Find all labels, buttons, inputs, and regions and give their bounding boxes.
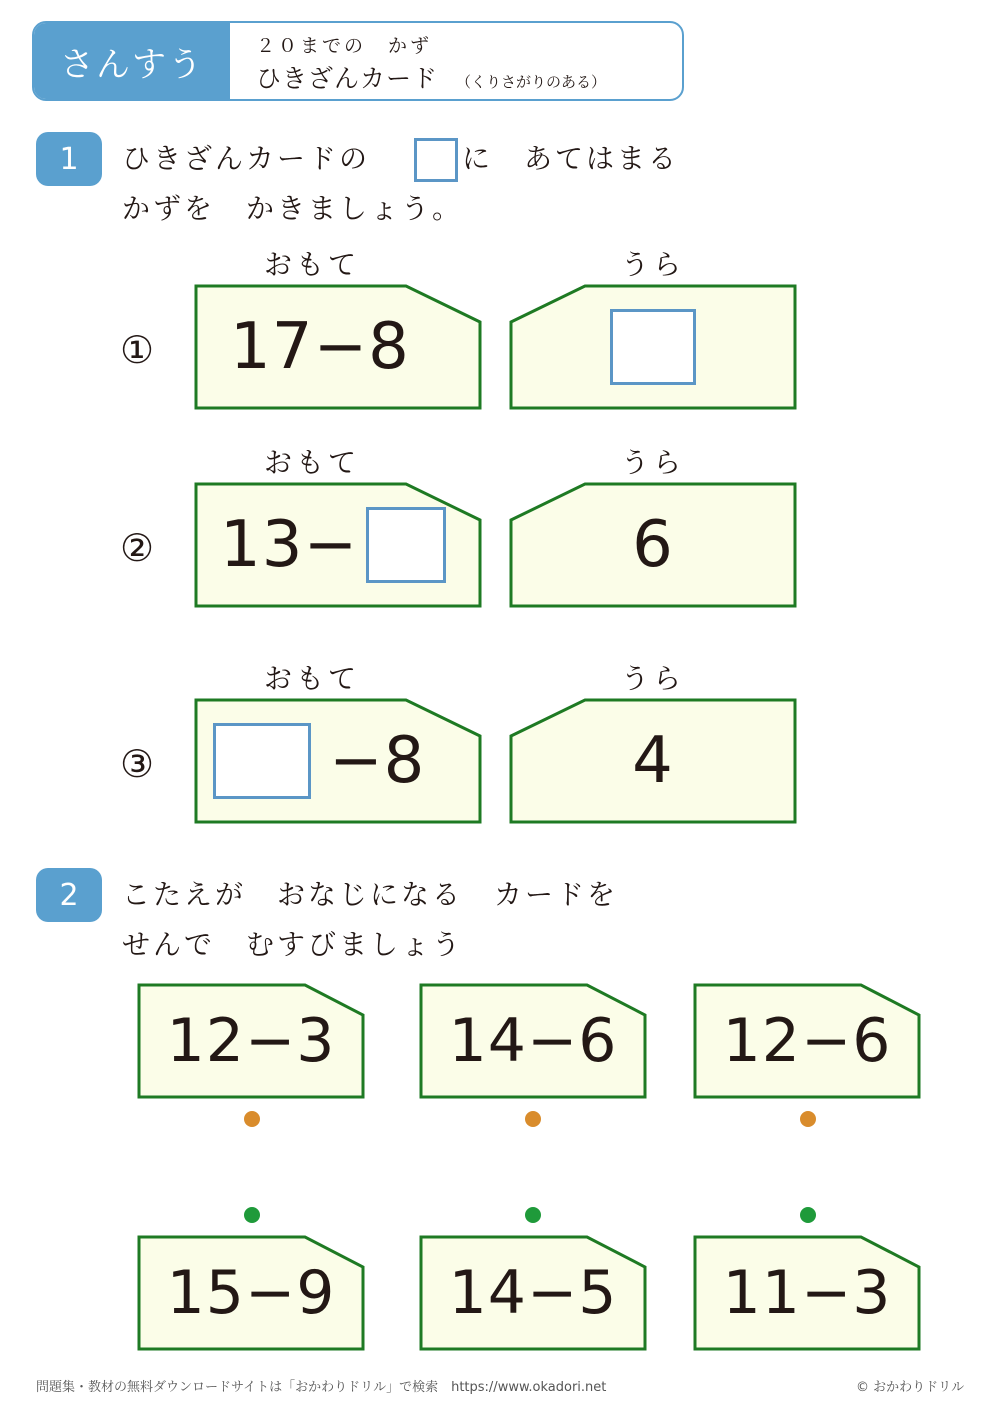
connect-dot-bottom[interactable] bbox=[525, 1207, 541, 1223]
connect-dot-bottom[interactable] bbox=[800, 1207, 816, 1223]
match-card-expression: 14−5 bbox=[448, 1258, 618, 1328]
question-1-text bbox=[122, 134, 882, 234]
header-note: （くりさがりのある） bbox=[456, 73, 607, 91]
match-card-top bbox=[139, 985, 363, 1097]
front-label: おもて bbox=[263, 446, 360, 479]
front-label: おもて bbox=[263, 248, 360, 281]
row-number: ① bbox=[120, 328, 155, 372]
header-topic: ２０までの かず bbox=[256, 35, 433, 57]
question-2-line2: せんで むすびましょう bbox=[122, 928, 464, 961]
question-2-line1: こたえが おなじになる カードを bbox=[122, 878, 619, 911]
worksheet-header bbox=[32, 21, 684, 101]
connect-dot-top[interactable] bbox=[244, 1111, 260, 1127]
question-1-badge: 1 bbox=[36, 132, 102, 186]
card-back bbox=[511, 484, 795, 606]
question-1-text-b: に あてはまる bbox=[462, 142, 680, 175]
question-2-text bbox=[122, 870, 882, 970]
match-card-top bbox=[695, 985, 919, 1097]
row-number: ② bbox=[120, 526, 155, 570]
card-back bbox=[511, 700, 795, 822]
back-label: うら bbox=[620, 446, 685, 479]
card-expression bbox=[196, 484, 480, 606]
footer-site-note: 問題集・教材の無料ダウンロードサイトは「おかわりドリル」で検索 https://www.okadori.net bbox=[36, 1380, 607, 1395]
match-card-bottom bbox=[421, 1237, 645, 1349]
answer-box[interactable] bbox=[213, 723, 311, 799]
footer-copyright: © おかわりドリル bbox=[856, 1380, 965, 1395]
question-1-text-a: ひきざんカードの bbox=[122, 142, 371, 175]
subject-tab: さんすう bbox=[34, 23, 230, 99]
connect-dot-top[interactable] bbox=[800, 1111, 816, 1127]
card-expression bbox=[196, 700, 480, 822]
card-front bbox=[196, 484, 480, 606]
card-answer: 6 bbox=[632, 508, 674, 582]
question-2-badge: 2 bbox=[36, 868, 102, 922]
connect-dot-top[interactable] bbox=[525, 1111, 541, 1127]
back-label: うら bbox=[620, 248, 685, 281]
question-1-line1 bbox=[122, 134, 882, 184]
front-label: おもて bbox=[263, 662, 360, 695]
match-card-expression: 11−3 bbox=[722, 1258, 892, 1328]
card-answer: 4 bbox=[632, 724, 674, 798]
connect-dot-bottom[interactable] bbox=[244, 1207, 260, 1223]
match-card-expression: 12−6 bbox=[722, 1006, 892, 1076]
back-label: うら bbox=[620, 662, 685, 695]
header-title bbox=[256, 59, 606, 95]
match-card-expression: 12−3 bbox=[166, 1006, 336, 1076]
match-card-bottom bbox=[695, 1237, 919, 1349]
card-expression-text: −8 bbox=[329, 724, 426, 798]
card-expression-text: 13− bbox=[220, 508, 359, 582]
row-number: ③ bbox=[120, 742, 155, 786]
match-card-bottom bbox=[139, 1237, 363, 1349]
answer-box[interactable] bbox=[610, 309, 696, 385]
header-title-text: ひきざんカード bbox=[256, 64, 439, 93]
question-1-line2: かずを かきましょう。 bbox=[122, 192, 464, 225]
card-front bbox=[196, 286, 480, 408]
card-front bbox=[196, 700, 480, 822]
answer-box[interactable] bbox=[366, 507, 446, 583]
card-answer-area bbox=[511, 286, 795, 408]
match-card-expression: 15−9 bbox=[166, 1258, 336, 1328]
blank-box-icon bbox=[414, 138, 458, 182]
match-card-expression: 14−6 bbox=[448, 1006, 618, 1076]
match-card-top bbox=[421, 985, 645, 1097]
card-back bbox=[511, 286, 795, 408]
card-expression: 17−8 bbox=[230, 310, 410, 384]
